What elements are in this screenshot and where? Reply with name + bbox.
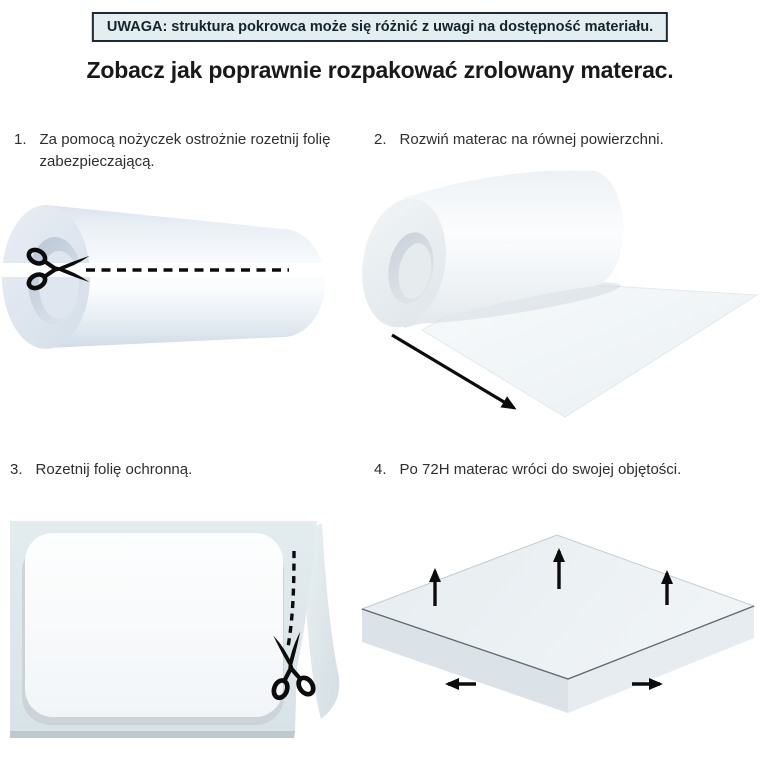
step-2-text: Rozwiń materac na równej powierzchni. (399, 131, 664, 148)
notice-banner-text: UWAGA: struktura pokrowca może się różnić z uwagi na dostępność materiału. (106, 19, 654, 35)
step-3-text: Rozetnij folię ochronną. (35, 461, 193, 478)
step-1-number: 1. (14, 131, 27, 148)
step-3-caption (10, 459, 350, 481)
step-3-number: 3. (10, 461, 23, 478)
illustration-rolled-mattress-cut (0, 185, 330, 445)
mattress-top (25, 533, 283, 717)
step-1-caption (14, 129, 340, 173)
step-2-number: 2. (374, 131, 387, 148)
foil-bottom-edge (10, 731, 295, 738)
page-title: Zobacz jak poprawnie rozpakować zrolowany materac. (86, 57, 674, 83)
notice-banner (92, 12, 668, 42)
step-4-text: Po 72H materac wróci do swojej objętości. (399, 461, 682, 478)
step-2-caption (374, 129, 754, 151)
step-1-text: Za pomocą nożyczek ostrożnie rozetnij folię zabezpieczającą. (39, 131, 331, 170)
illustration-unrolling-mattress (360, 165, 760, 445)
illustration-expanding-mattress (360, 505, 760, 760)
illustration-foil-cut (0, 505, 340, 760)
step-4-number: 4. (374, 461, 387, 478)
step-4-caption (374, 459, 756, 481)
